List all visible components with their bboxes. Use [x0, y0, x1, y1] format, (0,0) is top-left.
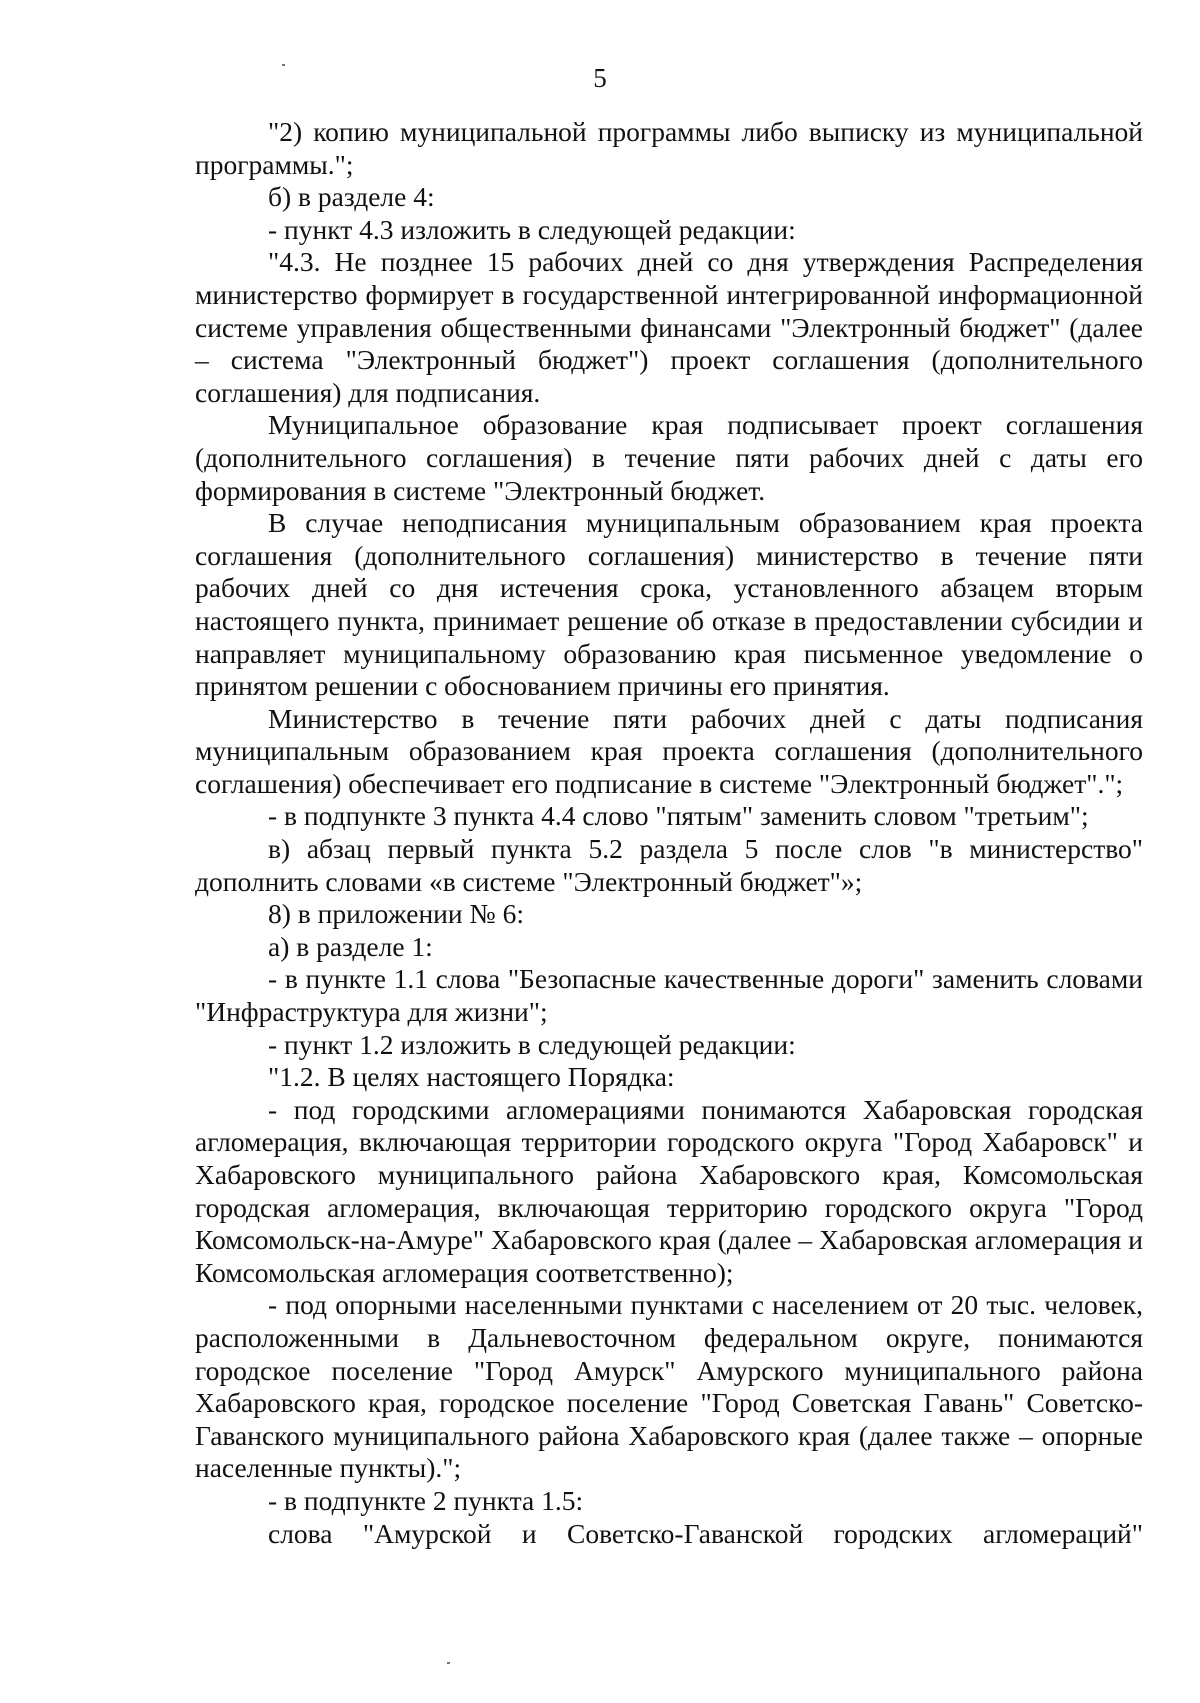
paragraph-point-4-4: - в подпункте 3 пункта 4.4 слово "пятым" заменить словом "третьим"; [268, 800, 1089, 832]
paragraph-words-amur: слова "Амурской и Советско-Гаванской городских агломераций" [268, 1517, 1143, 1549]
paragraph-point-1-1: - в пункте 1.1 слова "Безопасные качественные дороги" заменить словами "Инфраструктура для жизни"; [195, 963, 1143, 1028]
document-body [195, 116, 1143, 1550]
paragraph-section-4: б) в разделе 4: [268, 181, 435, 213]
paragraph-point-1-2: "1.2. В целях настоящего Порядка: [268, 1061, 675, 1093]
paragraph-non-signing: В случае неподписания муниципальным образованием края проекта соглашения (дополнительного соглашения) министерство в течение пяти рабочих дней со дня истечения срока, установленного абзацем вторым настоящего пункта, принимает решение об отказе в предоставлении субсидии и направляет муниципальному образованию края письменное уведомление о принятом решении с обоснованием причины его принятия. [195, 507, 1143, 702]
paragraph-copy-program: "2) копию муниципальной программы либо выписку из муниципальной программы."; [195, 116, 1143, 180]
paragraph-point-4-3-intro: - пункт 4.3 изложить в следующей редакции: [268, 213, 796, 245]
paragraph-support-settlements: - под опорными населенными пунктами с населением от 20 тыс. человек, расположенными в Дальневосточном федеральном округе, понимаются городское поселение "Город Амурск" Амурского муниципального района Хабаровского края, городское поселение "Город Советская Гавань" Советско-Гаванского муниципального района Хабаровского края (далее также – опорные населенные пункты)."; [195, 1289, 1143, 1484]
paragraph-point-4-3: "4.3. Не позднее 15 рабочих дней со дня утверждения Распределения министерство формирует в государственной интегрированной информационной системе управления общественными финансами "Электронный бюджет" (далее – система "Электронный бюджет") проект соглашения (дополнительного соглашения) для подписания. [195, 246, 1143, 408]
scan-speck [447, 1662, 450, 1664]
paragraph-urban-agglomerations: - под городскими агломерациями понимаются Хабаровская городская агломерация, включающая территории городского округа "Город Хабаровск" и Хабаровского муниципального района Хабаровского края, Комсомольская городская агломерация, включающая территорию городского округа "Город Комсомольск-на-Амуре" Хабаровского края (далее – Хабаровская агломерация и Комсомольская агломерация соответственно); [195, 1093, 1143, 1288]
paragraph-appendix-6: 8) в приложении № 6: [268, 898, 524, 930]
paragraph-section-1: а) в разделе 1: [268, 930, 433, 962]
paragraph-point-1-5: - в подпункте 2 пункта 1.5: [268, 1484, 584, 1516]
paragraph-point-5-2: в) абзац первый пункта 5.2 раздела 5 после слов "в министерство" дополнить словами «в системе "Электронный бюджет"»; [195, 833, 1143, 897]
paragraph-point-1-2-intro: - пункт 1.2 изложить в следующей редакции: [268, 1028, 796, 1060]
paragraph-municipal-signs: Муниципальное образование края подписывает проект соглашения (дополнительного соглашения) в течение пяти рабочих дней с даты его формирования в системе "Электронный бюджет. [195, 409, 1143, 506]
page-number: 5 [593, 63, 607, 93]
paragraph-ministry-signs: Министерство в течение пяти рабочих дней с даты подписания муниципальным образованием края проекта соглашения (дополнительного соглашения) обеспечивает его подписание в системе "Электронный бюджет"."; [195, 702, 1143, 799]
